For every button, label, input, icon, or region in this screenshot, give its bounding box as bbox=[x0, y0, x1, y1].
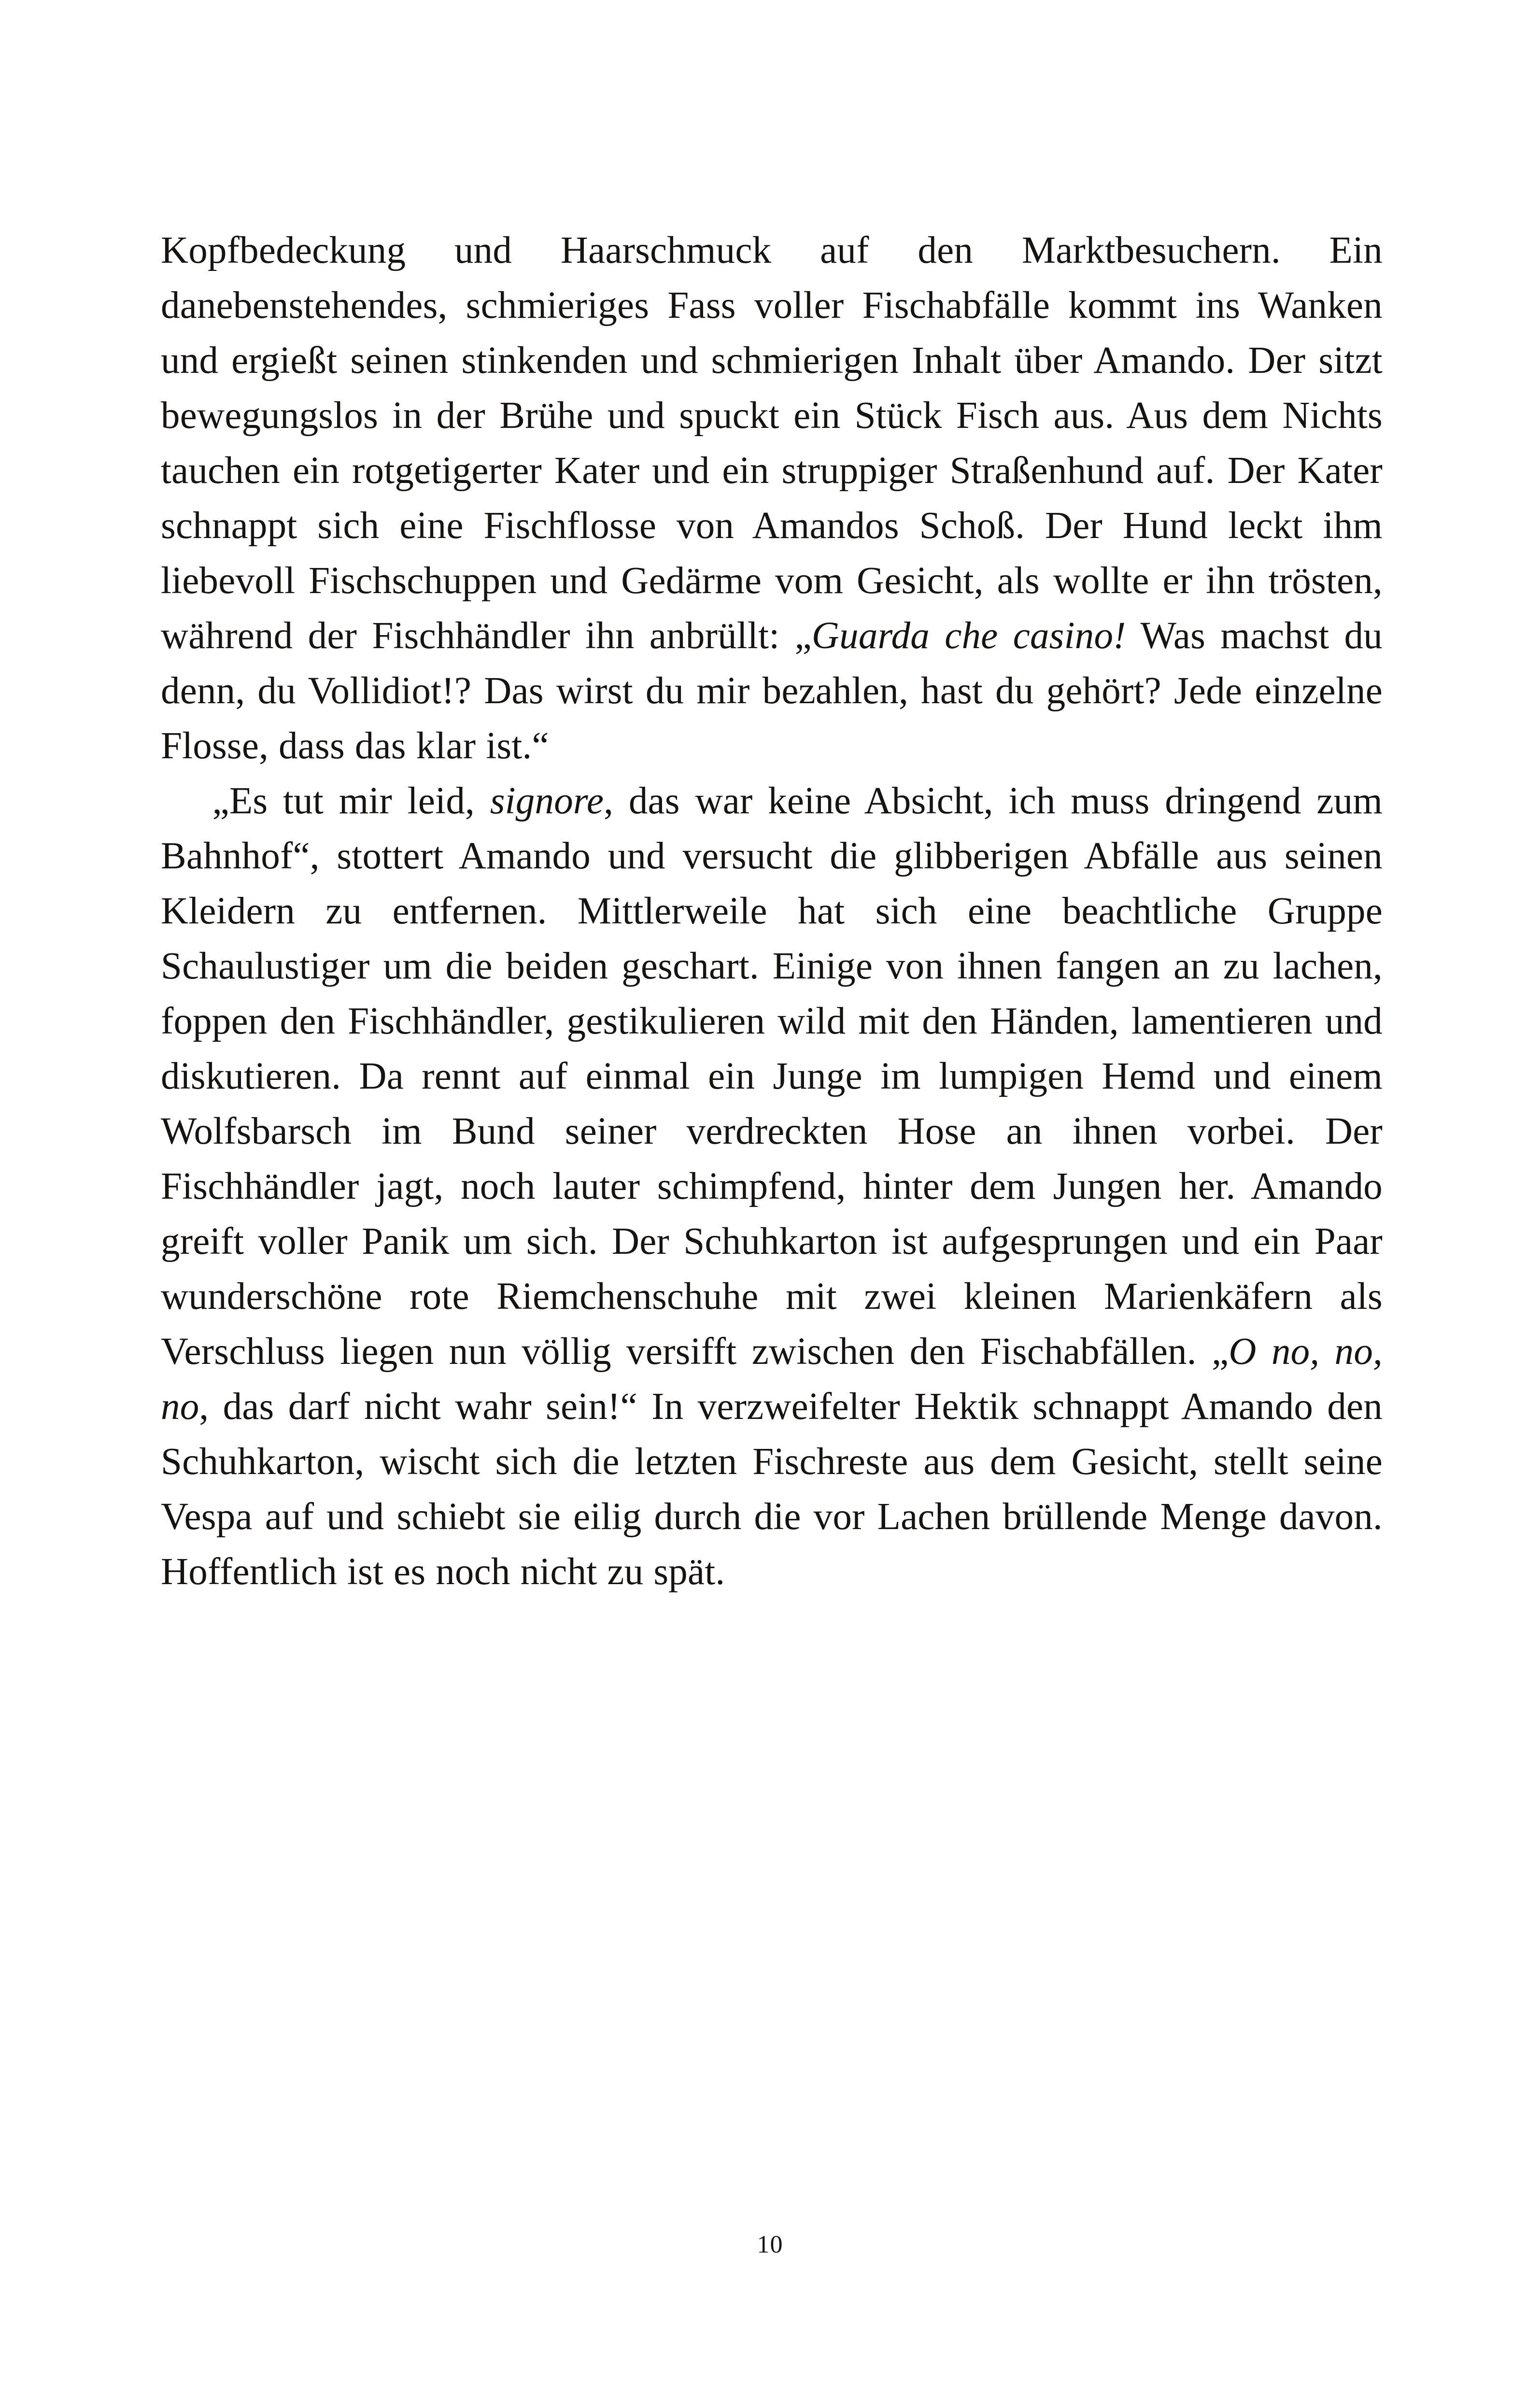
text-segment: Was machst du denn, du Vollidiot!? Das wirst du mir bezahlen, hast du gehört? Jede einzelne Flosse, dass das klar ist.“ bbox=[161, 615, 1383, 767]
text-block bbox=[161, 223, 1383, 1600]
text-segment: Kopfbedeckung und Haarschmuck auf den Marktbesuchern. Ein danebenstehendes, schmieriges Fass voller Fischabfälle kommt ins Wanken und ergießt seinen stinkenden und schmierigen Inhalt über Amando. Der sitzt bewegungslos in der Brühe und spuckt ein Stück Fisch aus. Aus dem Nichts tauchen ein rotgetigerter Kater und ein struppiger Straßenhund auf. Der Kater schnappt sich eine Fischflosse von Amandos Schoß. Der Hund leckt ihm liebevoll Fischschuppen und Gedärme vom Gesicht, als wollte er ihn trösten, während der Fischhändler ihn anbrüllt: „ bbox=[161, 229, 1383, 657]
text-segment-italic: signore bbox=[490, 780, 604, 822]
text-segment-italic: O no, no, no bbox=[161, 1331, 1383, 1428]
text-segment: , das war keine Absicht, ich muss dringend zum Bahnhof“, stottert Amando und versucht die glibberigen Abfälle aus seinen Kleidern zu entfernen. Mittlerweile hat sich eine beachtliche Gruppe Schaulustiger um die beiden geschart. Einige von ihnen fangen an zu lachen, foppen den Fischhändler, gestikulieren wild mit den Händen, lamentieren und diskutieren. Da rennt auf einmal ein Junge im lumpigen Hemd und einem Wolfsbarsch im Bund seiner verdreckten Hose an ihnen vorbei. Der Fischhändler jagt, noch lauter schimpfend, hinter dem Jungen her. Amando greift voller Panik um sich. Der Schuhkarton ist aufgesprungen und ein Paar wunderschöne rote Riemchenschuhe mit zwei kleinen Marienkäfern als Verschluss liegen nun völlig versifft zwischen den Fischabfällen. „ bbox=[161, 780, 1383, 1373]
paragraph-2 bbox=[161, 774, 1383, 1600]
text-segment: , das darf nicht wahr sein!“ In verzweifelter Hektik schnappt Amando den Schuhkarton, wischt sich die letzten Fischreste aus dem Gesicht, stellt seine Vespa auf und schiebt sie eilig durch die vor Lachen brüllende Menge davon. Hoffentlich ist es noch nicht zu spät. bbox=[161, 1386, 1383, 1593]
text-segment-italic: Guarda che casino! bbox=[811, 615, 1126, 657]
text-segment: „Es tut mir leid, bbox=[212, 780, 490, 822]
paragraph-1 bbox=[161, 223, 1383, 774]
page-number: 10 bbox=[757, 2231, 783, 2258]
